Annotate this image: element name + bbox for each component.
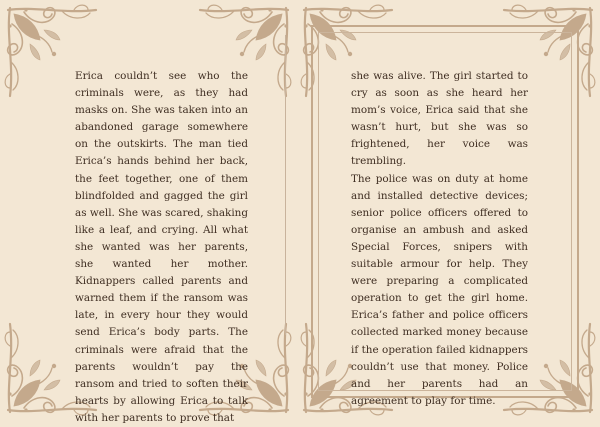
page-gutter-divider — [285, 35, 286, 335]
left-page-paragraph: Erica couldn’t see who the criminals were, as they had masks on. She was taken into an abandoned garage somewhere on the outskirts. The man tied Erica’s hands behind her back, the feet together, one of them blindfolded and gagged the girl as well. She was scared, shaking like a leaf, and crying. All what she wanted was her parents, she wanted her mother. Kidnappers called parents and warned them if the ransom was late, in every hour they would send Erica’s body parts. The criminals were afraid that the parents wouldn’t pay the ransom and tried to soften their hearts by allowing Erica to talk with her parents to prove that — [75, 70, 249, 424]
right-page-paragraph: she was alive. The girl started to cry as soon as she heard her mom’s voice, Erica said that she wasn’t hurt, but she was so frightened, her voice was trembling. — [351, 70, 528, 168]
right-page-paragraph: The police was on duty at home and installed detective devices; senior police officers offered to organise an ambush and asked Special Forces, snipers with suitable armour for help. They were preparing a complicated operation to get the girl home. Erica’s father and police officers collected marked money because if the operation failed kidnappers couldn’t use that money. Police and her parents had an agreement to play for time. — [351, 172, 528, 407]
left-page-text — [75, 68, 248, 427]
right-page-text — [351, 68, 528, 410]
